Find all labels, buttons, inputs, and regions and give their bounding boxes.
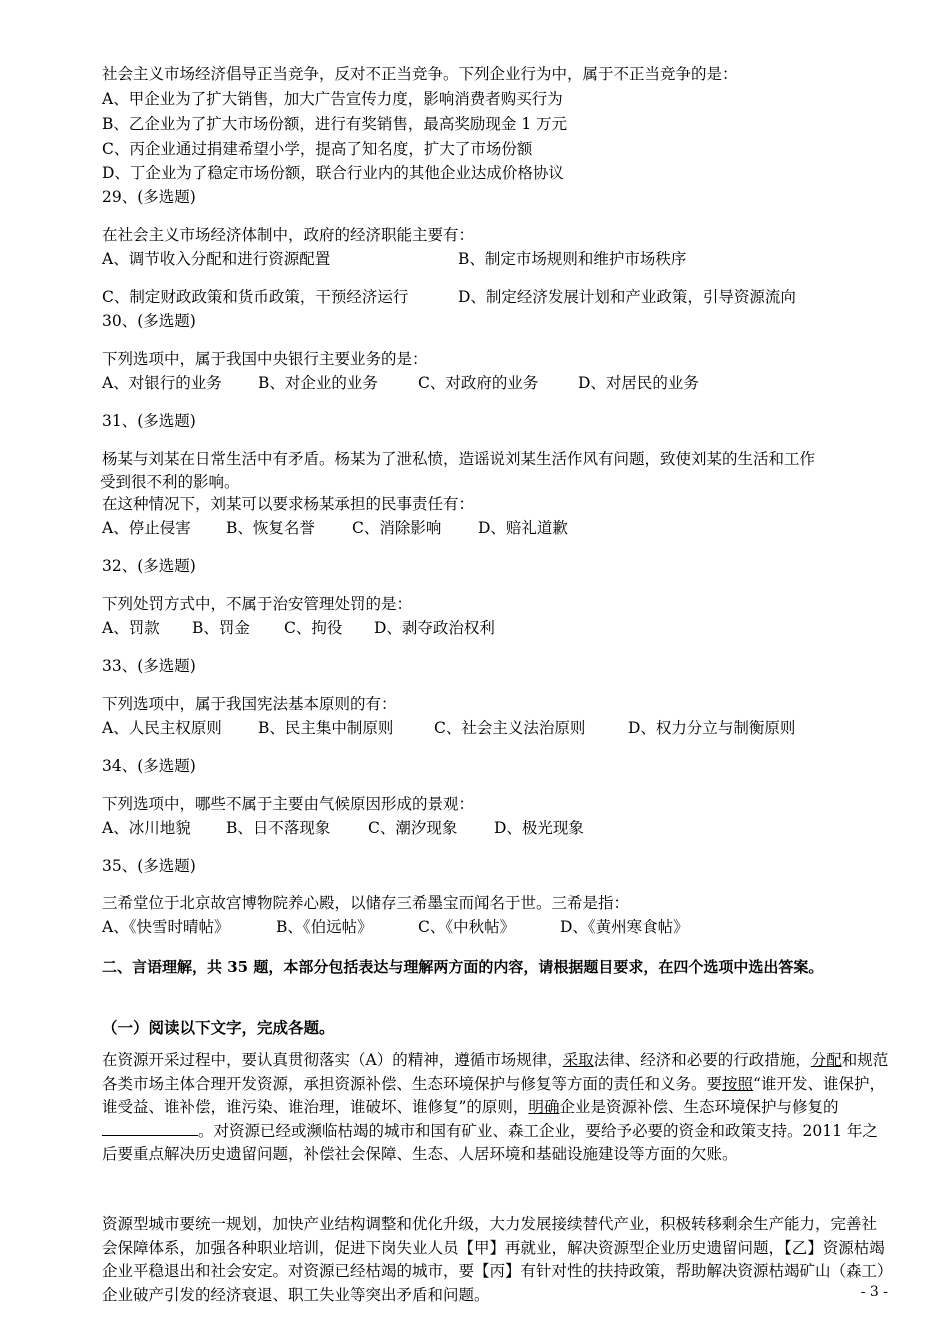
q29-option-c: C、制定财政政策和货币政策，干预经济运行 [102, 288, 409, 306]
passage-1: 在资源开采过程中，要认真贯彻落实（A）的精神，遵循市场规律，采取法律、经济和必要的行政措施，分配和规范各类市场主体合理开发资源，承担资源补偿、生态环境保护与修复等方面的责任和义务。要按照“谁开发、谁保护，谁受益、谁补偿，谁污染、谁治理，谁破坏、谁修复”的原则，明确企业是资源补偿、生态环境保护与修复的。对资源已经或濒临枯竭的城市和国有矿业、森工企业，要给予必要的资金和政策支持。2011 年之后要重点解决历史遗留问题，补偿社会保障、生态、人居环境和基础设施建设等方面的欠账。 [102, 1051, 889, 1163]
q33-option-c: C、社会主义法治原则 [434, 719, 586, 737]
q28-option-c: C、丙企业通过捐建希望小学，提高了知名度，扩大了市场份额 [102, 140, 533, 158]
q34-option-b: B、日不落现象 [226, 819, 331, 837]
q30-heading: 30、(多选题) [102, 312, 196, 330]
q34-option-d: D、极光现象 [494, 819, 584, 837]
q29-heading: 29、(多选题) [102, 188, 196, 206]
q32-option-b: B、罚金 [192, 619, 250, 637]
q29-stem: 在社会主义市场经济体制中，政府的经济职能主要有： [102, 226, 475, 244]
page-number: - 3 - [860, 1284, 888, 1300]
q32-option-a: A、罚款 [102, 619, 160, 637]
q32-option-c: C、拘役 [284, 619, 343, 637]
q31-option-a: A、停止侵害 [102, 519, 191, 537]
q34-option-c: C、潮汐现象 [368, 819, 458, 837]
q33-option-a: A、人民主权原则 [102, 719, 222, 737]
subsection-1-heading: （一）阅读以下文字，完成各题。 [102, 1018, 335, 1037]
q31-stem-line-1: 杨某与刘某在日常生活中有矛盾。杨某为了泄私愤，造谣说刘某生活作风有问题，致使刘某的生活和工作 [102, 450, 816, 468]
q35-option-c: C、《中秋帖》 [418, 918, 516, 936]
q33-option-d: D、权力分立与制衡原则 [628, 719, 796, 737]
q30-option-c: C、对政府的业务 [418, 374, 539, 392]
q30-option-a: A、对银行的业务 [102, 374, 222, 392]
q29-option-d: D、制定经济发展计划和产业政策，引导资源流向 [458, 288, 796, 306]
fill-in-blank [102, 1120, 198, 1136]
q31-option-c: C、消除影响 [352, 519, 442, 537]
section-2-heading: 二、言语理解，共 35 题，本部分包括表达与理解两方面的内容，请根据题目要求，在四个选项中选出答案。 [102, 958, 824, 976]
q30-option-b: B、对企业的业务 [258, 374, 378, 392]
q35-stem: 三希堂位于北京故宫博物院养心殿，以储存三希墨宝而闻名于世。三希是指： [102, 894, 630, 912]
q31-heading: 31、(多选题) [102, 412, 196, 430]
passage-2: 资源型城市要统一规划，加快产业结构调整和优化升级，大力发展接续替代产业，积极转移剩余生产能力，完善社会保障体系，加强各种职业培训，促进下岗失业人员【甲】再就业，解决资源型企业历史遗留问题，【乙】资源枯竭企业平稳退出和社会安定。对资源已经枯竭的城市，要【丙】有针对性的扶持政策，帮助解决资源枯竭矿山（森工）企业破产引发的经济衰退、职工失业等突出矛盾和问题。 [102, 1215, 885, 1304]
q35-heading: 35、(多选题) [102, 857, 196, 875]
q29-option-a: A、调节收入分配和进行资源配置 [102, 250, 331, 268]
q28-option-b: B、乙企业为了扩大市场份额，进行有奖销售，最高奖励现金 1 万元 [102, 115, 568, 133]
q31-stem-line-3: 在这种情况下，刘某可以要求杨某承担的民事责任有： [102, 495, 475, 513]
q28-option-a: A、甲企业为了扩大销售，加大广告宣传力度，影响消费者购买行为 [102, 90, 563, 108]
underlined-word-fenpei: 分配 [810, 1051, 842, 1069]
q33-option-b: B、民主集中制原则 [258, 719, 394, 737]
q32-heading: 32、(多选题) [102, 557, 196, 575]
q30-stem: 下列选项中，属于我国中央银行主要业务的是： [102, 350, 428, 368]
underlined-word-caiqu: 采取 [562, 1051, 594, 1069]
q33-stem: 下列选项中，属于我国宪法基本原则的有： [102, 695, 397, 713]
q35-option-b: B、《伯远帖》 [276, 918, 373, 936]
q35-option-a: A、《快雪时晴帖》 [102, 918, 230, 936]
q35-option-d: D、《黄州寒食帖》 [560, 918, 689, 936]
q31-option-b: B、恢复名誉 [226, 519, 315, 537]
underlined-word-mingque: 明确 [528, 1098, 560, 1116]
q28-stem: 社会主义市场经济倡导正当竞争，反对不正当竞争。下列企业行为中，属于不正当竞争的是： [102, 65, 738, 83]
q34-stem: 下列选项中，哪些不属于主要由气候原因形成的景观： [102, 795, 475, 813]
q29-option-b: B、制定市场规则和维护市场秩序 [458, 250, 687, 268]
q34-heading: 34、(多选题) [102, 757, 196, 775]
q31-option-d: D、赔礼道歉 [478, 519, 568, 537]
q33-heading: 33、(多选题) [102, 657, 196, 675]
q32-stem: 下列处罚方式中，不属于治安管理处罚的是： [102, 595, 413, 613]
q30-option-d: D、对居民的业务 [578, 374, 699, 392]
underlined-word-anzhao: 按照 [722, 1074, 754, 1093]
q28-option-d: D、丁企业为了稳定市场份额，联合行业内的其他企业达成价格协议 [102, 164, 564, 182]
q34-option-a: A、冰川地貌 [102, 819, 191, 837]
q31-stem-line-2: 受到很不利的影响。 [100, 473, 240, 491]
q32-option-d: D、剥夺政治权利 [374, 619, 495, 637]
